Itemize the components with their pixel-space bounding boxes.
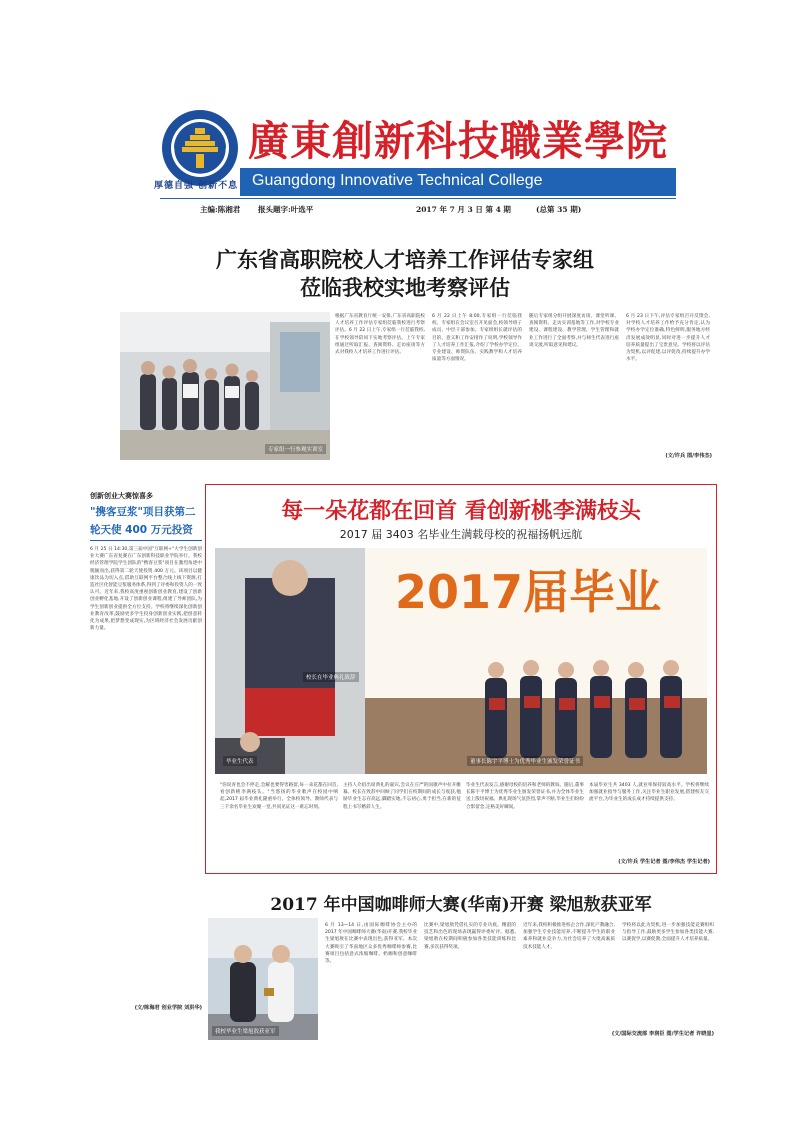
lead-col-1: 根据广东省教育厅统一安排,广东省高职院校人才培养工作评估专家组莅临我校进行考察评估。6 月 22 日上午,专家组一行莅临我校,在学校领导陪同下实地考察评估。上午专家组通过听取汇报、查阅资料、走访座谈等方式对我校人才培养工作进行评估。 [335,314,425,356]
feature-caption-speaker: 校长在毕业典礼致辞 [303,672,359,682]
sidebar-rule [90,540,202,541]
coffee-col-4: 学校将以此为契机,进一步加强技能竞赛组织与指导工作,鼓励更多学生参加各类技能大赛,以赛促学,以赛促教,全面提升人才培养质量。 [622,923,714,943]
feature-col-2: 主持人介绍出席典礼的嘉宾,会议在庄严的国歌声中拉开帷幕。校长在致辞中回顾了同学们在校期间的成长与收获,勉励毕业生志存高远,脚踏实地,不忘初心,勇于担当,在新的征程上书写精彩人生。 [343,783,461,810]
feature-col-3: 毕业生代表发言,感谢母校的培养和老师的教诲。随后,董事长陈宇平博士为优秀毕业生颁发荣誉证书,并为全体毕业生送上殷切祝福。典礼现场气氛热烈,掌声不断,毕业生们纷纷合影留念,定格美好瞬间。 [466,783,584,810]
coffee-signature: (文/国际交流部 李润臣 图/学生记者 许晓星) [611,1031,714,1037]
lead-signature: (文/许兵 图/李伟杰) [665,453,712,459]
masthead-rule [160,198,676,199]
issue-date: 2017 年 7 月 3 日 第 4 期 [416,205,511,214]
sidebar-headline-2: 轮天使 400 万元投资 [90,524,193,536]
editor: 主编:陈湘君 [200,205,241,214]
masthead-english-title: Guangdong Innovative Technical College [252,172,543,189]
masthead [0,0,800,215]
feature-caption-award: 董事长陈宇平博士为优秀毕业生颁发荣誉证书 [467,756,583,766]
feature-headline: 每一朵花都在回首 看创新桃李满枝头 [281,499,641,524]
college-logo [160,108,240,188]
coffee-col-1: 6 月 13—14 日,由国际咖啡协会主办的 2017 年中国咖啡师大赛(华南)开赛,我校毕业生梁旭敖在比赛中表现出色,获得亚军。本次大赛吸引了华南地区众多优秀咖啡师参赛,比赛项目包括意式浓缩咖啡、奶咖和创意咖啡等。 [325,923,417,965]
coffee-headline: 2017 年中国咖啡师大赛(华南)开赛 梁旭敖获亚军 [270,895,652,915]
coffee-photo-image [208,918,318,1040]
lead-headline-1: 广东省高职院校人才培养工作评估专家组 [216,248,594,272]
lead-col-4: 6 月 23 日下午,评估专家组召开反馈会,对学校人才培养工作给予充分肯定,认为学校办学定位准确,特色鲜明,服务地方经济发展成效明显,同时对进一步提升人才培养质量提出了宝贵意见。学校将以评估为契机,以评促建,以评促改,持续提升办学水平。 [626,314,710,363]
feature-photo-ceremony [215,548,707,774]
feature-caption-students: 毕业生代表 [223,756,257,766]
lead-photo-caption: 专家组一行参观实训室 [265,444,326,454]
feature-signature: (文/许兵 学生记者 图/李伟杰 学生记者) [618,859,710,865]
feature-col-4: 本届毕业生共 3403 人,就业率保持较高水平。学校将继续加强就业指导与服务工作,关注毕业生职业发展,搭建校友交流平台,为毕业生的成长成才持续提供支持。 [589,783,709,803]
issue-bar [200,204,680,216]
lead-col-2: 6 月 22 日上午 8:00,专家组一行莅临我校。专家组在会议室召开见面会,校领导班子成员、中层干部参加。专家组组长就评估的目的、意义和工作安排作了说明,学校领导作了人才培养工作汇报,介绍了学校办学定位、专业建设、师资队伍、实践教学和人才培养质量等方面情况。 [432,314,522,363]
sidebar-kicker: 创新创业大赛惊喜多 [90,492,153,500]
feature-banner-text: 2017届毕业 [395,565,662,619]
lead-col-3: 随后专家组分组开展深度访谈、课堂听课、查阅资料、走访实训基地等工作,对学校专业建设、课程建设、教学管理、学生管理和就业工作进行了全面考察,并与师生代表进行座谈交流,听取意见和建议。 [529,314,619,348]
masthead-title: 廣東創新科技職業學院 [248,117,668,165]
sidebar-headline-1: "携客豆浆"项目获第二 [90,506,196,518]
sidebar-text: 6 月 25 日 14:30,第三届中国"互联网+"大学生创新创业大赛广东省复赛在广东创新科技职业学院举行。我校经济管理学院学生团队的"携客豆浆"项目在激烈角逐中脱颖而出,获得第二轮天使投资 400 万元。该项目以健康饮品为切入点,借助互联网平台整合线上线下资源,打造社区化智能豆浆服务体系,得到了评委和投资人的一致认可。近年来,我校高度重视创新创业教育,建设了创新创业孵化基地,开设了创新创业课程,组建了导师团队,为学生创新创业提供全方位支持。学校将继续深化创新创业教育改革,鼓励更多学生投身创新创业实践,把创意转化为成果,把梦想变成现实,为区域经济社会发展贡献创新力量。 [90,547,202,632]
coffee-col-2: 比赛中,梁旭敖凭借扎实的专业功底、精湛的技艺和出色的现场表现赢得评委好评。据悉,梁旭敖在校期间积极参加各类技能训练和比赛,多次获得奖项。 [424,923,516,950]
motto: 厚德自强 创新不息 [154,181,239,191]
coffee-photo [208,918,318,1040]
coffee-photo-caption: 我校毕业生梁旭敖获亚军 [212,1026,279,1036]
total-issue: (总第 35 期) [536,205,582,214]
feature-subhead: 2017 届 3403 名毕业生满载母校的祝福扬帆远航 [339,528,583,541]
coffee-col-3: 近年来,我校积极推进校企合作,深化产教融合,加强学生专业技能培养,不断提升学生的职业素养和就业竞争力,为社会培养了大批高素质技术技能人才。 [523,923,615,950]
lead-headline-2: 莅临我校实地考察评估 [300,276,510,300]
lead-photo-image [120,312,330,460]
lead-photo [120,312,330,460]
feature-col-1: "你说青也会不停走,会解也要得害路留,每一朵花都在回首,看创新桃李满枝头。"当悠扬的毕业歌声在校园中响起,2017 届毕业典礼隆重举行。全体校领导、教师代表与三千余名毕业生欢聚一堂,共同见证这一难忘时刻。 [220,783,338,810]
sidebar-signature: (文/陈海君 创业学院 刘洪华) [134,1005,202,1011]
header-title-credit: 报头题字:叶选平 [258,205,314,214]
